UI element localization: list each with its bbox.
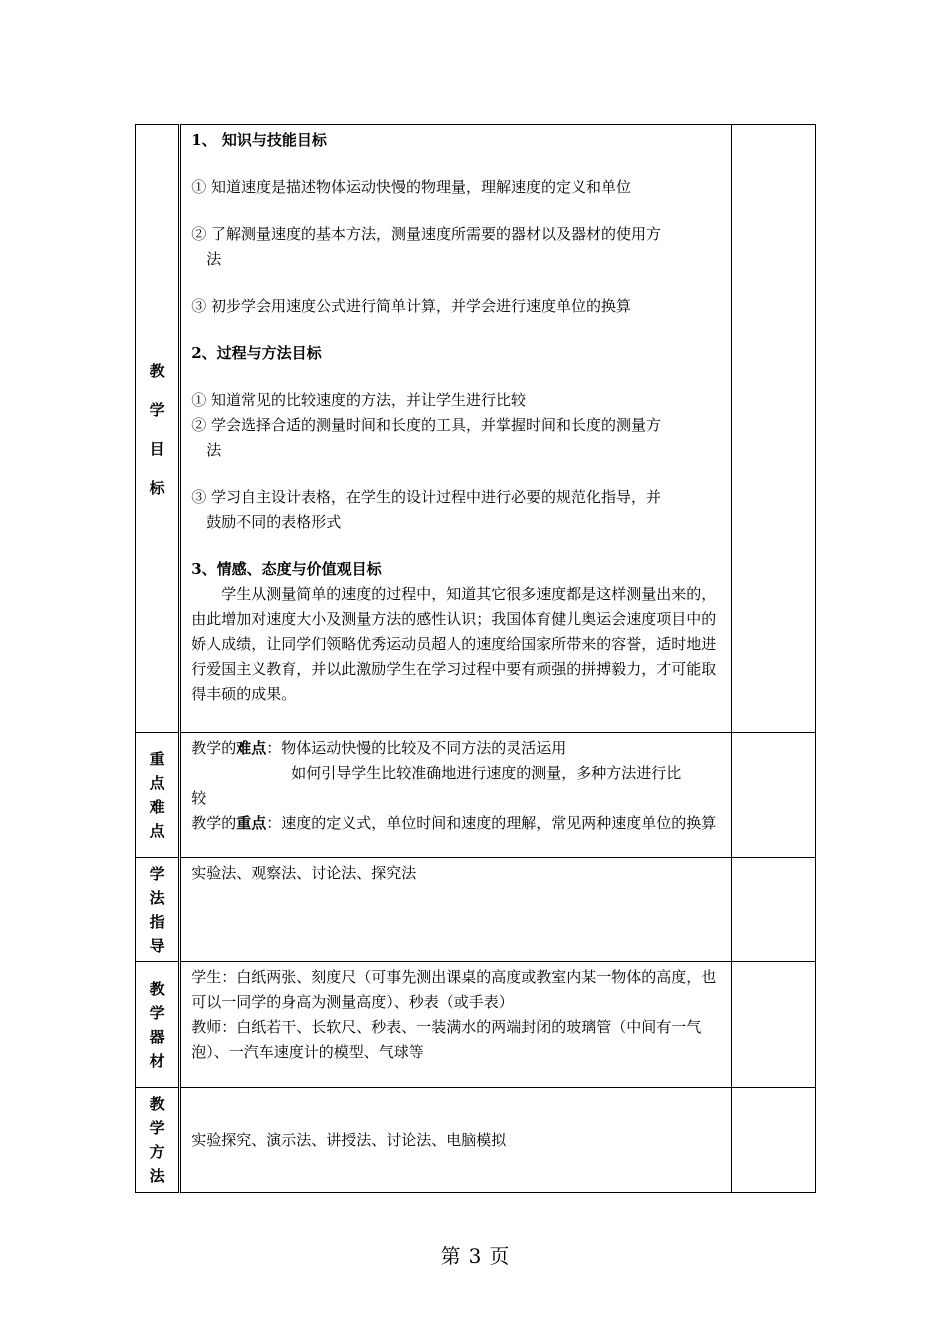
goal-item: ① 知道速度是描述物体运动快慢的物理量，理解速度的定义和单位 xyxy=(191,178,631,196)
key-points-notes-cell xyxy=(731,733,815,858)
difficulty-line: 教学的难点：物体运动快慢的比较及不同方法的灵活运用 xyxy=(191,739,567,757)
learning-guide-header: 学 法 指 导 xyxy=(136,858,180,962)
student-equipment: 学生：白纸两张、刻度尺（可事先测出课桌的高度或教室内某一物体的高度，也可以一同学的身高为测量高度）、秒表（或手表） xyxy=(191,968,717,1011)
goals-content xyxy=(180,125,731,733)
goal-item: ③ 初步学会用速度公式进行简单计算，并学会进行速度单位的换算 xyxy=(191,297,631,315)
key-points-content xyxy=(180,733,731,858)
goal-item-cont: 鼓励不同的表格形式 xyxy=(206,513,342,531)
methods-row xyxy=(136,1088,816,1193)
lesson-plan-table xyxy=(135,124,816,1193)
goals-header: 教 学 目 标 xyxy=(136,125,180,733)
methods-content: 实验探究、演示法、讲授法、讨论法、电脑模拟 xyxy=(180,1088,731,1193)
equipment-content xyxy=(180,962,731,1088)
learning-guide-notes-cell xyxy=(731,858,815,962)
methods-header: 教 学 方 法 xyxy=(136,1088,180,1193)
difficulty-line-2-cont: 较 xyxy=(191,789,207,807)
goals-row xyxy=(136,125,816,733)
section-title: 1、 知识与技能目标 xyxy=(191,131,327,149)
key-points-row xyxy=(136,733,816,858)
goal-item-cont: 法 xyxy=(206,250,222,268)
goal-item: ① 知道常见的比较速度的方法，并让学生进行比较 xyxy=(191,391,526,409)
goal-item: ② 了解测量速度的基本方法，测量速度所需要的器材以及器材的使用方 xyxy=(191,225,661,243)
learning-guide-content: 实验法、观察法、讨论法、探究法 xyxy=(180,858,731,962)
goal-item: ③ 学习自主设计表格，在学生的设计过程中进行必要的规范化指导，并 xyxy=(191,488,661,506)
section-title: 3、情感、态度与价值观目标 xyxy=(191,560,382,578)
methods-notes-cell xyxy=(731,1088,815,1193)
goals-notes-cell xyxy=(731,125,815,733)
equipment-notes-cell xyxy=(731,962,815,1088)
goal-item: ② 学会选择合适的测量时间和长度的工具，并掌握时间和长度的测量方 xyxy=(191,416,661,434)
page-number: 第 3 页 xyxy=(440,1244,510,1268)
equipment-header: 教 学 器 材 xyxy=(136,962,180,1088)
key-label: 重点 xyxy=(236,814,267,832)
section-title: 2、过程与方法目标 xyxy=(191,344,322,362)
learning-guide-row xyxy=(136,858,816,962)
equipment-row xyxy=(136,962,816,1088)
goal-paragraph: 学生从测量简单的速度的过程中，知道其它很多速度都是这样测量出来的，由此增加对速度大小及测量方法的感性认识；我国体育健儿奥运会速度项目中的娇人成绩，让同学们领略优秀运动员超人的速度给国家所带来的容誉，适时地进行爱国主义教育，并以此激励学生在学习过程中要有顽强的拼搏毅力，才可能取得丰硕的成果。 xyxy=(191,585,717,703)
goal-item-cont: 法 xyxy=(206,441,222,459)
key-points-header: 重 点 难 点 xyxy=(136,733,180,858)
difficulty-label: 难点 xyxy=(236,739,267,757)
difficulty-line-2: 如何引导学生比较准确地进行速度的测量，多种方法进行比 xyxy=(291,764,682,782)
teacher-equipment: 教师：白纸若干、长软尺、秒表、一装满水的两端封闭的玻璃管（中间有一气泡）、一汽车速度计的模型、气球等 xyxy=(191,1018,702,1061)
key-line: 教学的重点：速度的定义式，单位时间和速度的理解，常见两种速度单位的换算 xyxy=(191,814,717,832)
